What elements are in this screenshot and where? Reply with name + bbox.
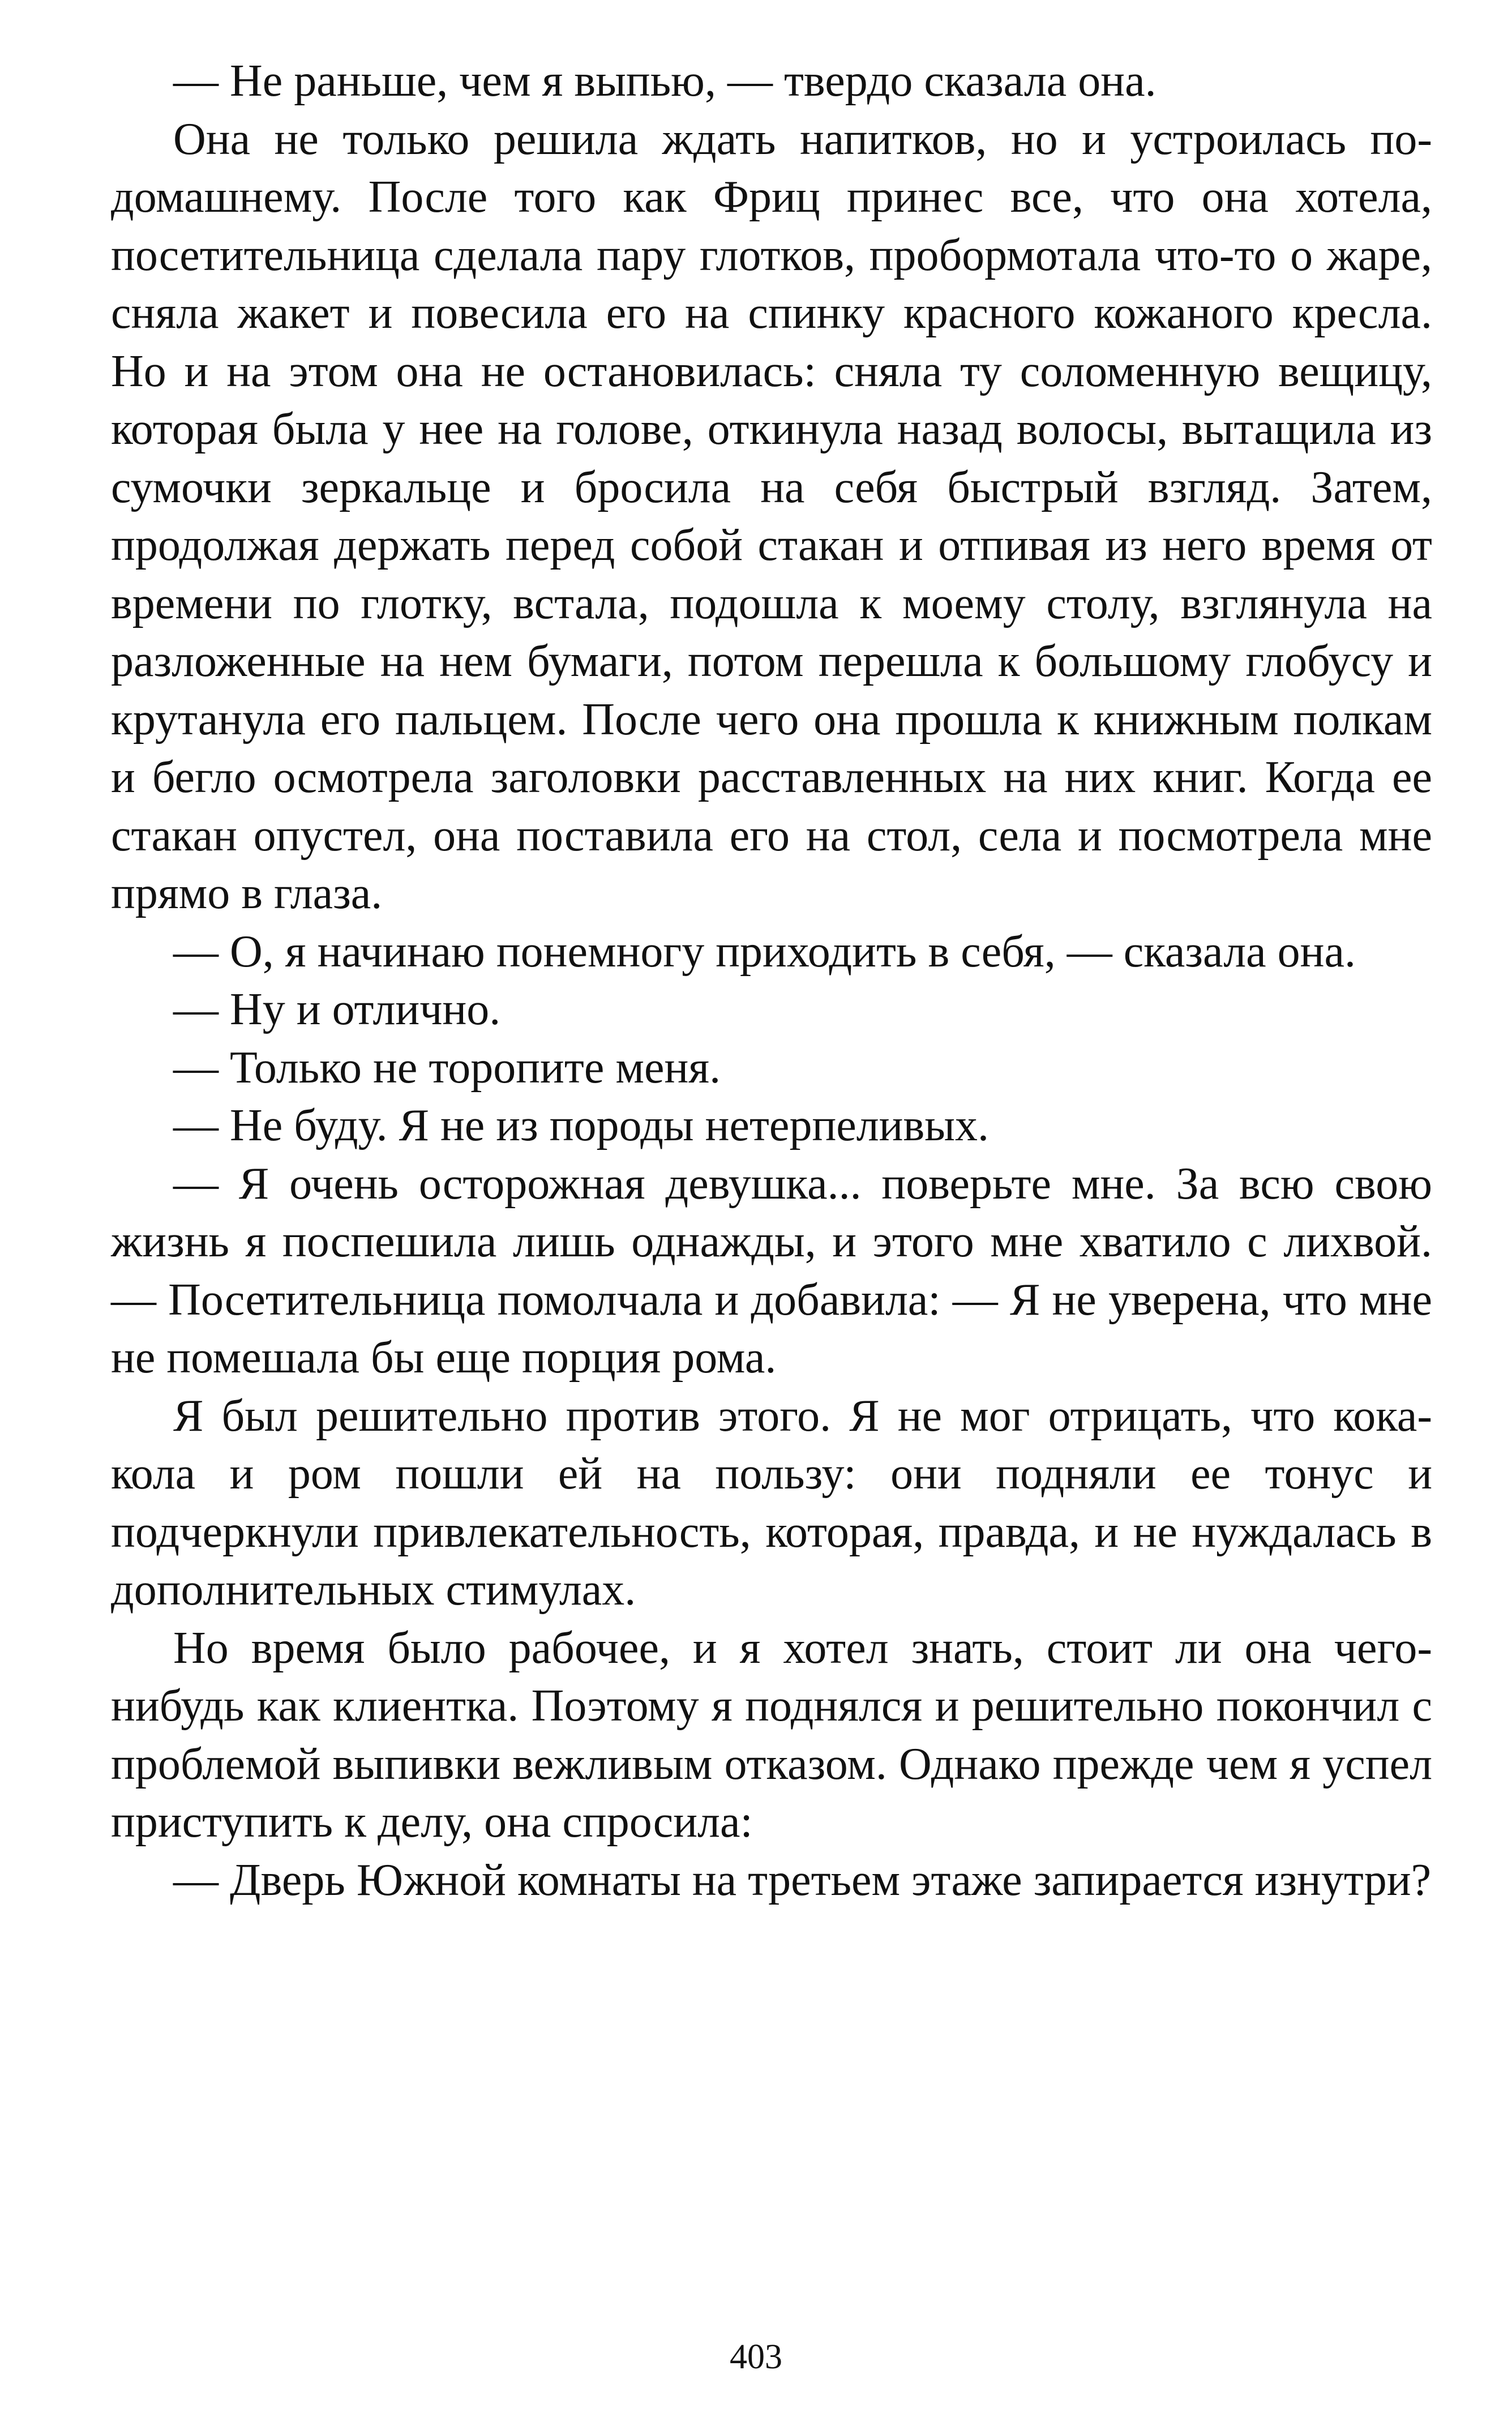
paragraph-6: — Не буду. Я не из породы нетерпеливых. bbox=[173, 1101, 990, 1150]
paragraph-1: — Не раньше, чем я выпью, — твердо сказала она. bbox=[173, 56, 1157, 106]
paragraph-8: Я был решительно против этого. Я не мог отрицать, что кока-кола и ром пошли ей на пользу: они подняли ее тонус и подчеркнули привлекательность, которая, правда, и не нуждалась в дополнительных стимулах. bbox=[111, 1391, 1432, 1615]
page-number: 403 bbox=[730, 2338, 782, 2376]
paragraph-3: — О, я начинаю понемногу приходить в себя, — сказала она. bbox=[173, 926, 1356, 977]
page-text-block bbox=[111, 52, 1432, 1909]
paragraph-10: — Дверь Южной комнаты на третьем этаже запирается изнутри? bbox=[173, 1855, 1432, 1905]
paragraph-2: Она не только решила ждать напитков, но и устроилась по-домашнему. После того как Фриц принес все, что она хотела, посетительница сделала пару глотков, пробормотала что-то о жаре, сняла жакет и повесила его на спинку красного кожаного кресла. Но и на этом она не остановилась: сняла ту соломенную вещицу, которая была у нее на голове, откинула назад волосы, вытащила из сумочки зеркальце и бросила на себя быстрый взгляд. Затем, продолжая держать перед собой стакан и отпивая из него время от времени по глотку, встала, подошла к моему столу, взглянула на разложенные на нем бумаги, потом перешла к большому глобусу и крутанула его пальцем. После чего она прошла к книжным полкам и бегло осмотрела заголовки расставленных на них книг. Когда ее стакан опустел, она поставила его на стол, села и посмотрела мне прямо в глаза. bbox=[111, 114, 1432, 918]
paragraph-4: — Ну и отлично. bbox=[173, 985, 501, 1034]
paragraph-7: — Я очень осторожная девушка... поверьте мне. За всю свою жизнь я поспешила лишь однажды, и этого мне хватило с лихвой. — Посетительница помолчала и добавила: — Я не уверена, что мне не помешала бы еще порция рома. bbox=[111, 1158, 1432, 1383]
paragraph-9: Но время было рабочее, и я хотел знать, стоит ли она чего-нибудь как клиентка. Поэтому я поднялся и решительно покончил с проблемой выпивки вежливым отказом. Однако прежде чем я успел приступить к делу, она спросила: bbox=[111, 1623, 1432, 1847]
paragraph-5: — Только не торопите меня. bbox=[173, 1042, 721, 1093]
